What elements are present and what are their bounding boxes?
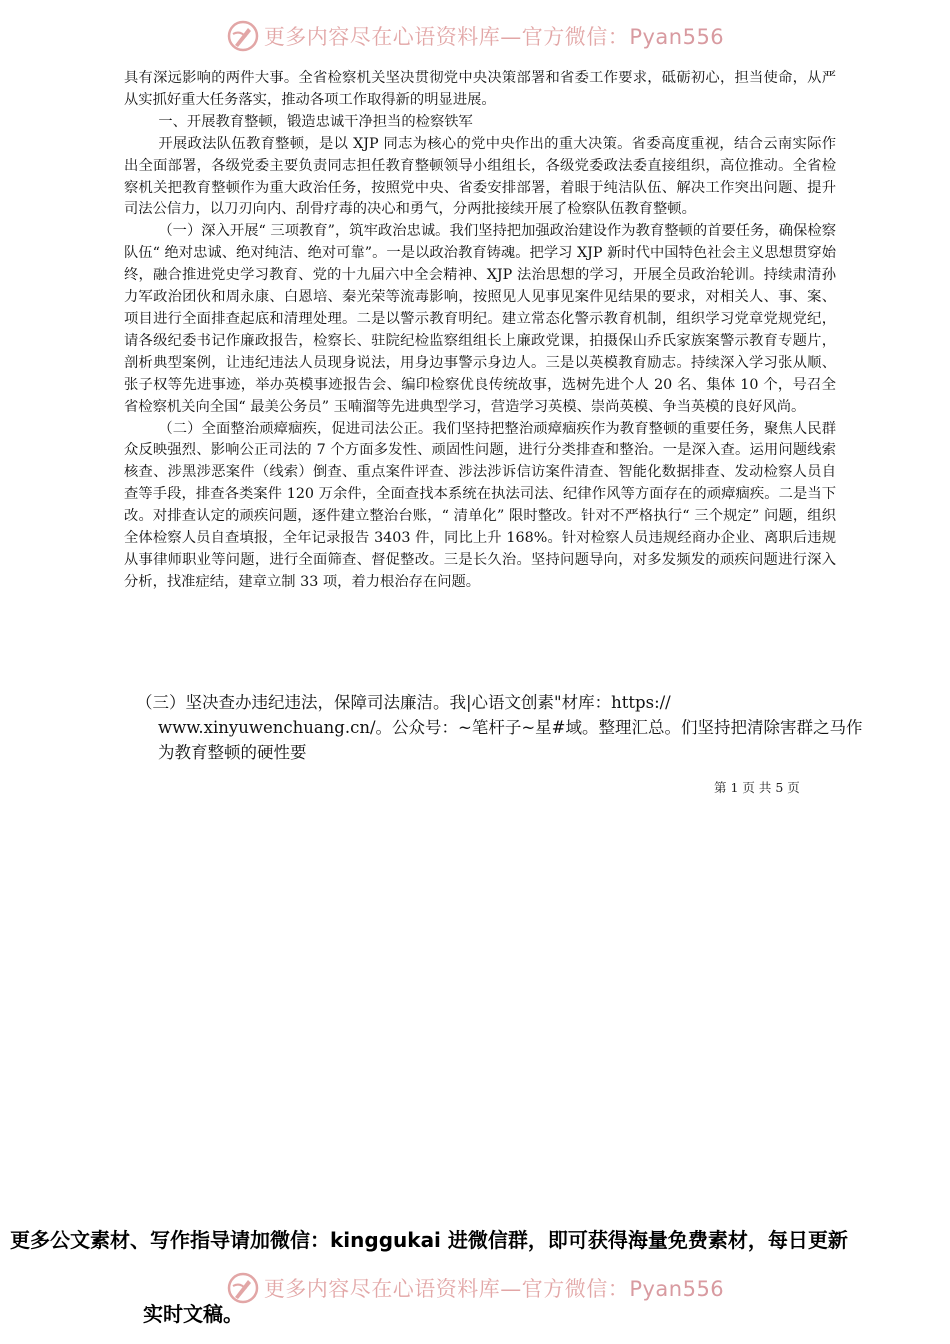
paragraph-item-3-line-1: （三）坚决查办违纪违法，保障司法廉洁。我|心语文创素"材库：https:// <box>136 693 671 712</box>
paragraph-overview: 开展政法队伍教育整顿，是以 XJP 同志为核心的党中央作出的重大决策。省委高度重视，结合云南实际作出全面部署，各级党委主要负责同志担任教育整顿领导小组组长，各级党委政法委直接组织，高位推动。全省检察机关把教育整顿作为重大政治任务，按照党中央、省委安排部署，着眼于纯洁队伍、解决工作突出问题、提升司法公信力，以刀刃向内、刮骨疗毒的决心和勇气，分两批接续开展了检察队伍教育整顿。 <box>124 135 836 218</box>
pen-logo-icon <box>226 19 260 53</box>
page-number: 第 1 页 共 5 页 <box>714 780 800 795</box>
paragraph-intro: 具有深远影响的两件大事。全省检察机关坚决贯彻党中央决策部署和省委工作要求，砥砺初心，担当使命，从严从实抓好重大任务落实，推动各项工作取得新的明显进展。 <box>124 70 836 108</box>
paragraph-item-3-line-3: 为教育整顿的硬性要 <box>158 743 307 762</box>
promo-line-1: 更多公文素材、写作指导请加微信：kinggukai 进微信群，即可获得海量免费素材，每日更新 <box>10 1228 848 1252</box>
header-watermark-text <box>264 21 724 51</box>
header-watermark-banner <box>0 16 950 56</box>
paragraph-item-1: （一）深入开展“ 三项教育”，筑牢政治忠诚。我们坚持把加强政治建设作为教育整顿的首要任务，确保检察队伍“ 绝对忠诚、绝对纯洁、绝对可靠”。一是以政治教育铸魂。把学习 XJP 新时代中国特色社会主义思想贯穿始终，融合推进党史学习教育、党的十九届六中全会精神、XJP 法治思想的学习，开展全员政治轮训。持续肃清孙力军政治团伙和周永康、白恩培、秦光荣等流毒影响，按照见人见事见案件见结果的要求，对相关人、事、案、项目进行全面排查起底和清理处理。二是以警示教育明纪。建立常态化警示教育机制，组织学习党章党规党纪，请各级纪委书记作廉政报告，检察长、驻院纪检监察组组长上廉政党课，拍摄保山乔氏家族案警示教育专题片，剖析典型案例，让违纪违法人员现身说法，用身边事警示身边人。三是以英模教育励志。持续深入学习张从顺、张子权等先进事迹，举办英模事迹报告会、编印检察优良传统故事，选树先进个人 20 名、集体 10 个，号召全省检察机关向全国“ 最美公务员” 玉喃溜等先进典型学习，营造学习英模、崇尚英模、争当英模的良好风尚。 <box>124 223 836 415</box>
paragraph-item-2: （二）全面整治顽瘴痼疾，促进司法公正。我们坚持把整治顽瘴痼疾作为教育整顿的重要任务，聚焦人民群众反映强烈、影响公正司法的 7 个方面多发性、顽固性问题，进行分类排查和整治。一是深入查。运用问题线索核查、涉黑涉恶案件（线索）倒查、重点案件评查、涉法涉诉信访案件清查、智能化数据排查、发动检察人员自查等手段，排查各类案件 120 万余件，全面查找本系统在执法司法、纪律作风等方面存在的顽瘴痼疾。二是当下改。对排查认定的顽疾问题，逐件建立整治台账，“ 清单化” 限时整改。针对不严格执行“ 三个规定” 问题，组织全体检察人员自查填报，全年记录报告 3403 件，同比上升 168%。针对检察人员违规经商办企业、离职后违规从事律师职业等问题，进行全面筛查、督促整改。三是长久治。坚持问题导向，对多发频发的顽疾问题进行深入分析，找准症结，建章立制 33 项，着力根治存在问题。 <box>124 420 836 590</box>
promo-line-2: 实时文稿。 <box>143 1302 243 1326</box>
document-body <box>124 68 836 594</box>
footer-watermark-text <box>264 1273 724 1303</box>
paragraph-item-3-line-2: www.xinyuwenchuang.cn/。公众号：~笔杆子~星#域。整理汇总。们坚持把清除害群之马作 <box>158 718 863 737</box>
footer-wechat-id: Pyan556 <box>629 1277 725 1301</box>
section-heading: 一、开展教育整顿，锻造忠诚干净担当的检察铁军 <box>158 113 473 130</box>
footer-watermark-label: 更多内容尽在心语资料库—官方微信： <box>263 1277 630 1301</box>
paragraph-item-3 <box>136 690 938 765</box>
header-wechat-id: Pyan556 <box>629 25 725 49</box>
header-watermark-label: 更多内容尽在心语资料库—官方微信： <box>263 25 630 49</box>
